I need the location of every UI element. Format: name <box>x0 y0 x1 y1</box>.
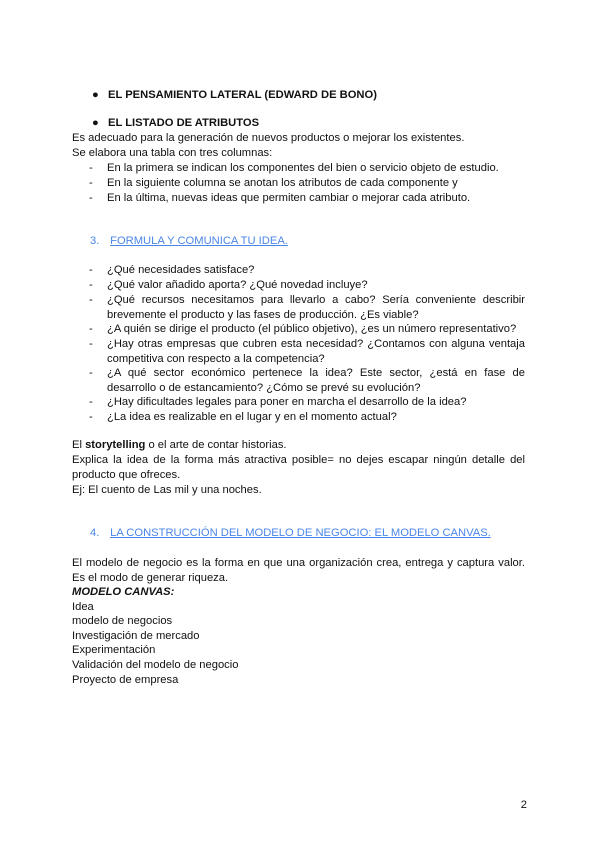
question-text: ¿Qué recursos necesitamos para llevarlo a cabo? Sería conveniente describir brevemente el producto y las fases de producción. ¿Es viable? <box>107 294 525 321</box>
question-text: ¿Qué valor añadido aporta? ¿Qué novedad incluye? <box>107 279 368 291</box>
storytelling-explanation: Explica la idea de la forma más atractiva posible= no dejes escapar ningún detalle del producto que ofreces. <box>72 454 525 481</box>
question-text: ¿Hay otras empresas que cubren esta necesidad? ¿Contamos con alguna ventaja competitiva con respecto a la competencia? <box>107 338 525 365</box>
section-title-link[interactable]: FORMULA Y COMUNICA TU IDEA. <box>110 235 288 247</box>
canvas-step: Investigación de mercado <box>72 630 200 642</box>
section-number: 3. <box>90 235 100 247</box>
storytelling-line: El storytelling o el arte de contar historias. <box>72 439 287 451</box>
bullet-text: EL PENSAMIENTO LATERAL (EDWARD DE BONO) <box>108 89 377 101</box>
storytelling-term: storytelling <box>85 439 146 451</box>
canvas-step: Idea <box>72 601 94 613</box>
question-text: ¿Hay dificultades legales para poner en marcha el desarrollo de la idea? <box>107 396 467 408</box>
bullet-text: EL LISTADO DE ATRIBUTOS <box>108 117 260 129</box>
intro-line: Se elabora una tabla con tres columnas: <box>72 147 273 159</box>
list-item-text: En la primera se indican los componentes del bien o servicio objeto de estudio. <box>107 162 499 174</box>
list-item-text: En la última, nuevas ideas que permiten cambiar o mejorar cada atributo. <box>107 192 471 204</box>
bullet-icon: ● <box>92 117 99 129</box>
storytelling-example: Ej: El cuento de Las mil y una noches. <box>72 484 262 496</box>
section-number: 4. <box>90 527 100 539</box>
canvas-step: Validación del modelo de negocio <box>72 659 239 671</box>
section-4-heading <box>90 526 491 541</box>
section-3-heading <box>90 234 288 249</box>
intro-line: Es adecuado para la generación de nuevos productos o mejorar los existentes. <box>72 132 465 144</box>
canvas-step: Experimentación <box>72 644 156 656</box>
bullet-icon: ● <box>92 89 99 101</box>
question-text: ¿A quién se dirige el producto (el público objetivo), ¿es un número representativo? <box>107 323 517 335</box>
business-model-paragraph: El modelo de negocio es la forma en que una organización crea, entrega y captura valor. Es el modo de generar riqueza. <box>72 557 525 584</box>
question-text: ¿Qué necesidades satisface? <box>107 264 255 276</box>
question-text: ¿A qué sector económico pertenece la idea? Este sector, ¿está en fase de desarrollo o de estancamiento? ¿Cómo se prevé su evolución? <box>107 367 525 394</box>
question-text: ¿La idea es realizable en el lugar y en el momento actual? <box>107 411 397 423</box>
canvas-step: modelo de negocios <box>72 615 173 627</box>
dash-marker: - <box>89 192 93 204</box>
section-title-link[interactable]: LA CONSTRUCCIÓN DEL MODELO DE NEGOCIO: EL MODELO CANVAS. <box>110 527 491 539</box>
list-item-text: En la siguiente columna se anotan los atributos de cada componente y <box>107 177 458 189</box>
canvas-heading: MODELO CANVAS: <box>72 586 175 598</box>
dash-marker: - <box>89 162 93 174</box>
dash-marker: - <box>89 177 93 189</box>
page-number: 2 <box>520 799 527 811</box>
canvas-step: Proyecto de empresa <box>72 674 179 686</box>
